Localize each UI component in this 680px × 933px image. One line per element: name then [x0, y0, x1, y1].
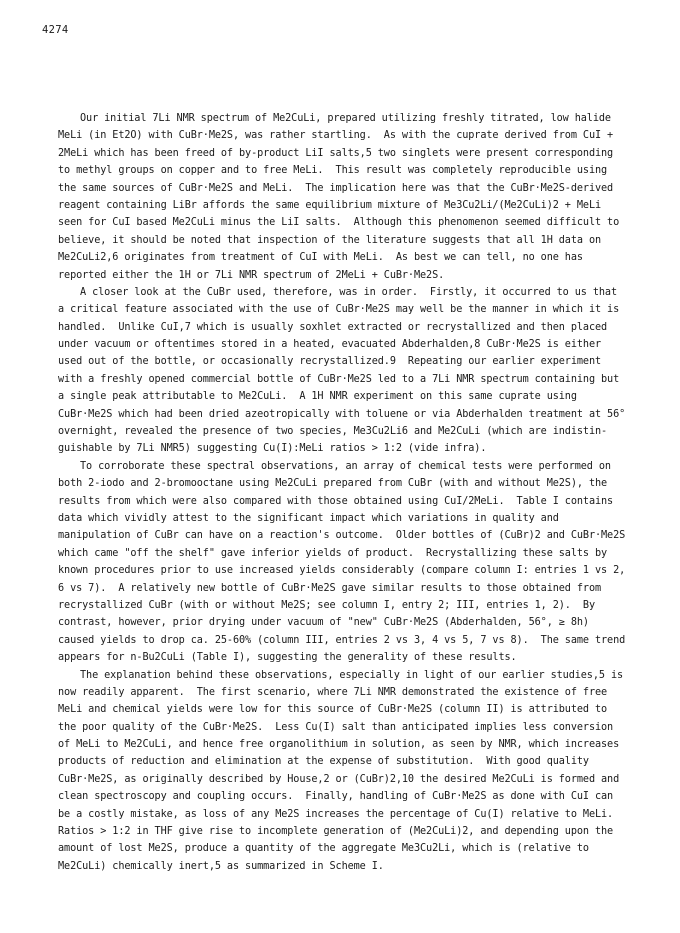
text-line: to methyl groups on copper and to free MeLi. This result was completely reproducible using [58, 165, 608, 177]
text-line: Me2CuLi2,6 originates from treatment of CuI with MeLi. As best we can tell, no one has [58, 252, 583, 264]
text-line: CuBr·Me2S, as originally described by House,2 or (CuBr)2,10 the desired Me2CuLi is formed and [58, 773, 620, 785]
text-line: which came "off the shelf" gave inferior yields of product. Recrystallizing these salts by [58, 547, 608, 559]
text-line: with a freshly opened commercial bottle of CuBr·Me2S led to a 7Li NMR spectrum containing but [58, 373, 620, 385]
text-line: believe, it should be noted that inspection of the literature suggests that all 1H data on [58, 234, 602, 246]
text-line: contrast, however, prior drying under vacuum of "new" CuBr·Me2S (Abderhalden, 56°, ≥ 8h) [58, 617, 589, 629]
text-line: The explanation behind these observations, especially in light of our earlier studies,5 is [80, 669, 624, 681]
text-line: of MeLi to Me2CuLi, and hence free organolithium in solution, as seen by NMR, which increases [58, 739, 620, 751]
text-line: amount of lost Me2S, produce a quantity of the aggregate Me3Cu2Li, which is (relative to [58, 843, 589, 855]
text-line: a single peak attributable to Me2CuLi. A 1H NMR experiment on this same cuprate using [58, 391, 577, 403]
paragraph [58, 284, 646, 458]
text-line: appears for n-Bu2CuLi (Table I), suggesting the generality of these results. [58, 652, 517, 664]
text-line: recrystallized CuBr (with or without Me2S; see column I, entry 2; III, entries 1, 2). By [58, 599, 595, 611]
text-line: now readily apparent. The first scenario, where 7Li NMR demonstrated the existence of free [58, 686, 608, 698]
text-line: under vacuum or oftentimes stored in a heated, evacuated Abderhalden,8 CuBr·Me2S is either [58, 339, 602, 351]
page-number: 4274 [42, 24, 69, 36]
text-line: clean spectroscopy and coupling occurs. Finally, handling of CuBr·Me2S as done with CuI can [58, 791, 614, 803]
text-line: be a costly mistake, as loss of any Me2S increases the percentage of Cu(I) relative to MeLi. [58, 808, 614, 820]
text-line: A closer look at the CuBr used, therefore, was in order. Firstly, it occurred to us that [80, 286, 617, 298]
text-line: known procedures prior to use increased yields considerably (compare column I: entries 1 vs 2, [58, 565, 626, 577]
text-line: caused yields to drop ca. 25-60% (column III, entries 2 vs 3, 4 vs 5, 7 vs 8). The same trend [58, 634, 626, 646]
text-line: reported either the 1H or 7Li NMR spectrum of 2MeLi + CuBr·Me2S. [58, 269, 445, 281]
text-line: handled. Unlike CuI,7 which is usually soxhlet extracted or recrystallized and then placed [58, 321, 608, 333]
text-line: products of reduction and elimination at the expense of substitution. With good quality [58, 756, 589, 768]
text-line: guishable by 7Li NMR5) suggesting Cu(I):MeLi ratios > 1:2 (vide infra). [58, 443, 487, 455]
article-body [58, 110, 646, 875]
text-line: reagent containing LiBr affords the same equilibrium mixture of Me3Cu2Li/(Me2CuLi)2 + MeLi [58, 199, 602, 211]
paragraph [58, 667, 646, 876]
paragraph [58, 110, 646, 284]
text-line: 6 vs 7). A relatively new bottle of CuBr·Me2S gave similar results to those obtained from [58, 582, 602, 594]
text-line: CuBr·Me2S which had been dried azeotropically with toluene or via Abderhalden treatment at 56° [58, 408, 626, 420]
text-line: MeLi (in Et2O) with CuBr·Me2S, was rather startling. As with the cuprate derived from CuI + [58, 130, 614, 142]
text-line: results from which were also compared with those obtained using CuI/2MeLi. Table I contains [58, 495, 614, 507]
text-line: Our initial 7Li NMR spectrum of Me2CuLi, prepared utilizing freshly titrated, low halide [80, 113, 611, 124]
text-line: MeLi and chemical yields were low for this source of CuBr·Me2S (column II) is attributed to [58, 704, 608, 716]
text-line: a critical feature associated with the use of CuBr·Me2S may well be the manner in which it is [58, 304, 620, 316]
text-line: the same sources of CuBr·Me2S and MeLi. The implication here was that the CuBr·Me2S-derived [58, 182, 614, 194]
text-line: used out of the bottle, or occasionally recrystallized.9 Repeating our earlier experiment [58, 356, 602, 368]
text-line: both 2-iodo and 2-bromooctane using Me2CuLi prepared from CuBr (with and without Me2S), the [58, 478, 608, 490]
text-line: overnight, revealed the presence of two species, Me3Cu2Li6 and Me2CuLi (which are indistin- [58, 426, 608, 438]
text-line: seen for CuI based Me2CuLi minus the LiI salts. Although this phenomenon seemed difficult to [58, 217, 620, 229]
text-line: To corroborate these spectral observations, an array of chemical tests were performed on [80, 460, 611, 472]
text-line: Me2CuLi) chemically inert,5 as summarized in Scheme I. [58, 860, 384, 872]
paragraph [58, 458, 646, 667]
text-line: the poor quality of the CuBr·Me2S. Less Cu(I) salt than anticipated implies less conversion [58, 721, 614, 733]
text-line: 2MeLi which has been freed of by-product LiI salts,5 two singlets were present corresponding [58, 147, 614, 159]
text-line: manipulation of CuBr can have on a reaction's outcome. Older bottles of (CuBr)2 and CuBr·Me2S [58, 530, 626, 542]
text-line: Ratios > 1:2 in THF give rise to incomplete generation of (Me2CuLi)2, and depending upon the [58, 826, 614, 838]
text-line: data which vividly attest to the significant impact which variations in quality and [58, 512, 559, 524]
